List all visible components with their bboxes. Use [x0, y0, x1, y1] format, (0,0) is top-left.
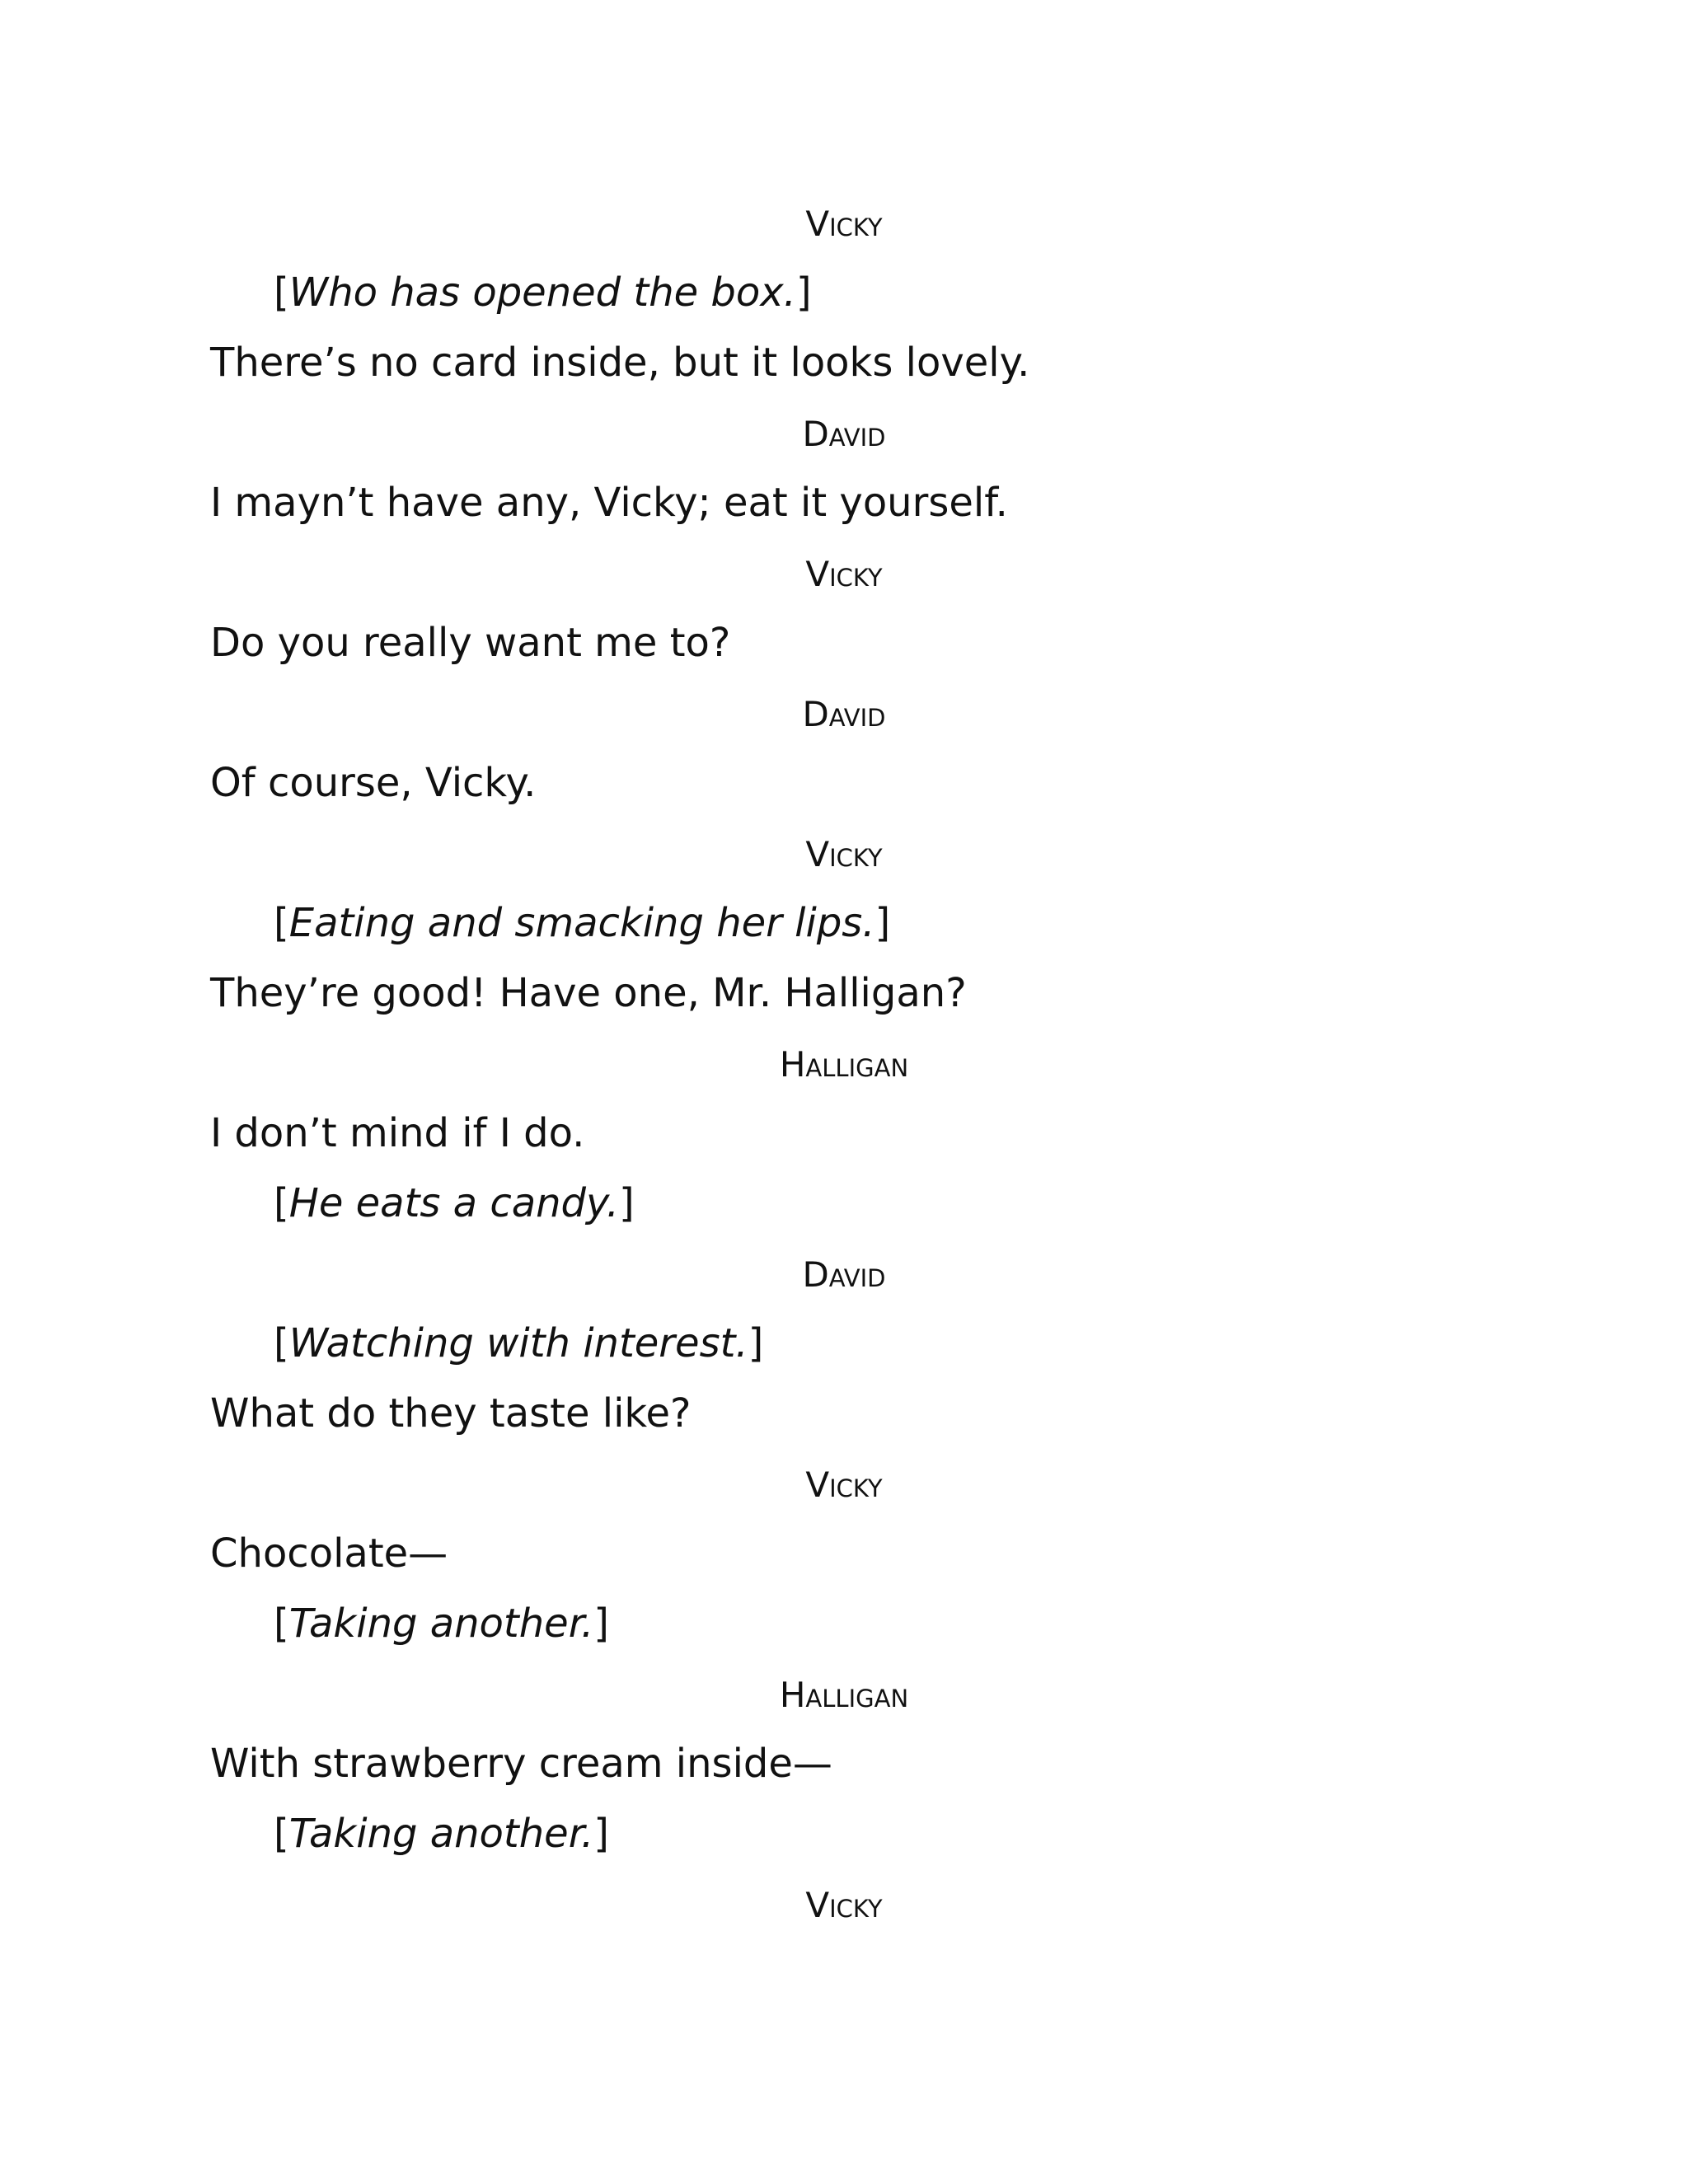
speaker-name: Vicky [805, 1465, 883, 1505]
stage-direction: [Taking another.] [274, 1811, 610, 1857]
speaker-name: Vicky [805, 1885, 883, 1925]
dialogue-line: With strawberry cream inside— [210, 1741, 832, 1787]
dialogue-line: There’s no card inside, but it looks lovely. [210, 340, 1030, 386]
stage-direction-text: Taking another. [288, 1811, 594, 1857]
stage-direction: [Eating and smacking her lips.] [274, 900, 891, 946]
stage-direction-text: He eats a candy. [288, 1180, 619, 1226]
stage-direction: [Watching with interest.] [274, 1320, 764, 1366]
stage-direction: [Taking another.] [274, 1601, 610, 1647]
stage-direction-text: Taking another. [288, 1601, 594, 1647]
speaker-name: David [802, 1254, 886, 1295]
stage-direction: [Who has opened the box.] [274, 269, 812, 316]
stage-direction-text: Watching with interest. [288, 1320, 748, 1366]
speaker-name: Vicky [805, 554, 883, 594]
dialogue-line: I don’t mind if I do. [210, 1110, 585, 1156]
dialogue-line: What do they taste like? [210, 1390, 692, 1436]
speaker-name: David [802, 694, 886, 734]
speaker-name: David [802, 414, 886, 454]
stage-direction-text: Who has opened the box. [288, 269, 796, 316]
dialogue-line: They’re good! Have one, Mr. Halligan? [210, 970, 967, 1016]
dialogue-line: I mayn’t have any, Vicky; eat it yourself. [210, 480, 1008, 526]
stage-direction: [He eats a candy.] [274, 1180, 635, 1226]
dialogue-line: Chocolate— [210, 1530, 448, 1577]
dialogue-line: Do you really want me to? [210, 620, 731, 666]
speaker-name: Halligan [779, 1675, 909, 1715]
dialogue-line: Of course, Vicky. [210, 760, 537, 806]
speaker-name: Halligan [779, 1044, 909, 1085]
stage-direction-text: Eating and smacking her lips. [288, 900, 875, 946]
speaker-name: Vicky [805, 834, 883, 874]
speaker-name: Vicky [805, 204, 883, 244]
